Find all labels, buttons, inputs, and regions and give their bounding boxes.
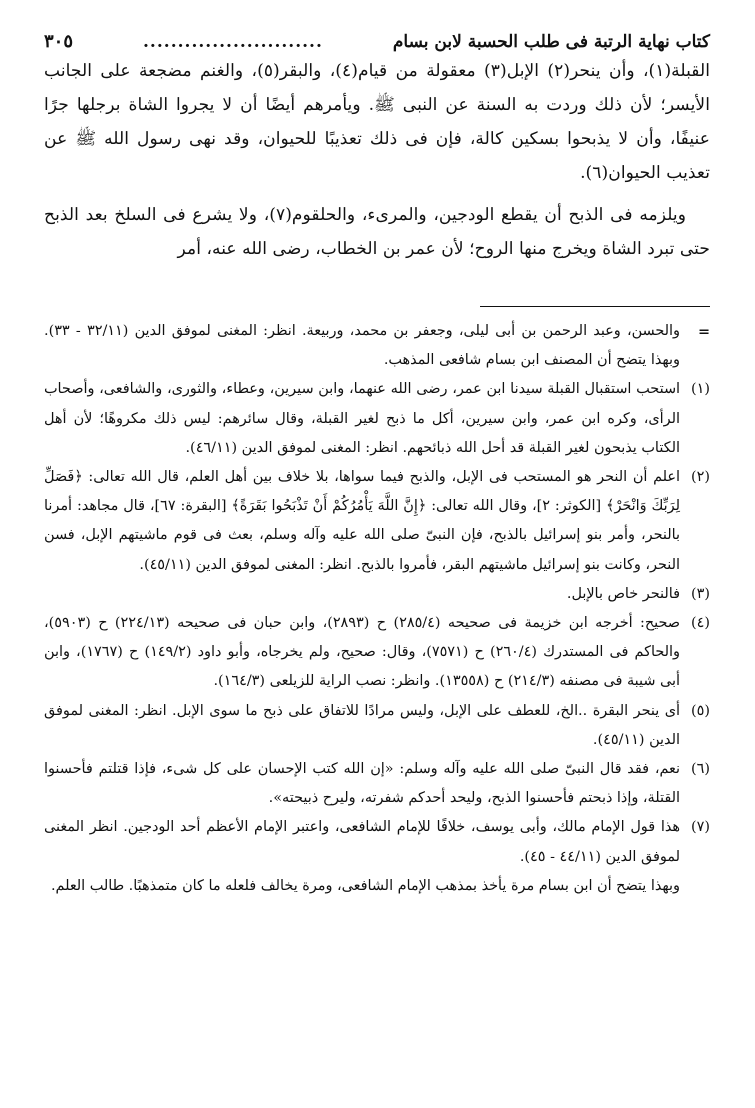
footnote-text: اعلم أن النحر هو المستحب فى الإبل، والذبح فيما سواها، بلا خلاف بين أهل العلم، قال الله تعالى: ﴿فَصَلِّ لِرَبِّكَ وَانْحَرْ﴾ [الكوثر: ٢]، وقال الله تعالى: ﴿إِنَّ اللَّهَ يَأْمُرُكُمْ أَنْ تَذْبَحُوا بَقَرَةً﴾ [البقرة: ٦٧]، قال مجاهد: أمرنا بالنحر، وأمر بنو إسرائيل بالذبح، فإن النبىّ صلى الله عليه وآله وسلم، بعث فى قوم ماشيتهم الإبل، فسن النحر، وكانت بنو إسرائيل ماشيتهم البقر، فأمروا بالذبح. انظر: المغنى لموفق الدين (٤٥/١١).	[44, 469, 680, 573]
footnote-mark: (١)	[691, 381, 710, 398]
header-dots: ..........................	[143, 32, 323, 52]
footnote-6	[44, 755, 710, 813]
running-header	[44, 30, 710, 54]
footnote-1	[44, 375, 710, 463]
footnote-4	[44, 609, 710, 697]
footnote-5	[44, 697, 710, 755]
footnote-3	[44, 580, 710, 609]
footnote-mark: (٤)	[691, 615, 710, 632]
footnote-2	[44, 463, 710, 580]
footnote-separator	[480, 306, 710, 307]
footnote-mark: (٦)	[691, 761, 710, 778]
footnote-text: وبهذا يتضح أن ابن بسام مرة يأخذ بمذهب الإمام الشافعى، ومرة يخالف فلعله ما كان متمذهبًا. طالب العلم.	[50, 877, 680, 894]
footnote-text: والحسن، وعبد الرحمن بن أبى ليلى، وجعفر بن محمد، وربيعة. انظر: المغنى لموفق الدين (٣٢/١١ - ٣٣). وبهذا يتضح أن المصنف ابن بسام شافعى المذهب.	[44, 323, 680, 369]
footnote-mark: (٧)	[691, 819, 710, 836]
footnote-text: نعم، فقد قال النبىّ صلى الله عليه وآله وسلم: «إن الله كتب الإحسان على كل شىء، فإذا قتلتم فأحسنوا القتلة، وإذا ذبحتم فأحسنوا الذبح، وليحد أحدكم شفرته، وليرح ذبيحته».	[44, 761, 680, 807]
page-number: ٣٠٥	[44, 31, 74, 52]
footnote-text: صحيح: أخرجه ابن خزيمة فى صحيحه (٢٨٥/٤) ح (٢٨٩٣)، وابن حبان فى صحيحه (٢٢٤/١٣) ح (٥٩٠٣)، والحاكم فى المستدرك (٢٦٠/٤) ح (٧٥٧١)، وقال: صحيح، ولم يخرجاه، وأبو داود (١٤٩/٢) ح (١٧٦٧)، وابن أبى شيبة فى مصنفه (٢١٤/٣) ح (١٣٥٥٨). وانظر: نصب الراية للزيلعى (١٦٤/٣).	[44, 615, 680, 690]
footnotes	[44, 317, 710, 901]
footnote-mark: (٢)	[691, 469, 710, 486]
body-paragraph-2: ويلزمه فى الذبح أن يقطع الودجين، والمرىء، والحلقوم(٧)، ولا يشرع فى السلخ بعد الذبح حتى تبرد الشاة ويخرج منها الروح؛ لأن عمر بن الخطاب، رضى الله عنه، أمر	[44, 205, 710, 259]
footnote-mark: (٣)	[691, 585, 710, 602]
footnote-text: أى ينحر البقرة ..الخ، للعطف على الإبل، وليس مرادًا للاتفاق على ذبح ما سوى الإبل. انظر: المغنى لموفق الدين (٤٥/١١).	[44, 702, 680, 748]
footnote-trailer	[44, 872, 710, 901]
body-paragraph-1: القبلة(١)، وأن ينحر(٢) الإبل(٣) معقولة من قيام(٤)، والبقر(٥)، والغنم مضجعة على الجانب الأيسر؛ لأن ذلك وردت به السنة عن النبى ﷺ. ويأمرهم أيضًا أن لا يجروا الشاة برجلها جرًا عنيفًا، وأن لا يذبحوا بسكين كالة، فإن فى ذلك تعذيبًا للحيوان، وقد نهى رسول الله ﷺ عن تعذيب الحيوان(٦).	[44, 61, 710, 183]
footnote-text: فالنحر خاص بالإبل.	[566, 585, 680, 602]
footnote-text: استحب استقبال القبلة سيدنا ابن عمر، رضى الله عنهما، وابن سيرين، وعطاء، والثورى، والشافعى، وأصحاب الرأى، وكره ابن عمر، وابن سيرين، أكل ما ذبح لغير القبلة، وقال سائرهم: ليس ذلك مكروهًا؛ لأن أهل الكتاب يذبحون لغير القبلة قد أحل الله ذبائحهم. انظر: المغنى لموفق الدين (٤٦/١١).	[44, 381, 680, 456]
footnote-mark: (٥)	[691, 702, 710, 719]
footnote-mark: =	[697, 323, 710, 340]
footnote-text: هذا قول الإمام مالك، وأبى يوسف، خلافًا للإمام الشافعى، واعتبر الإمام الأعظم أحد الودجين. انظر المغنى لموفق الدين (٤٤/١١ - ٤٥).	[44, 819, 680, 865]
footnote-continuation	[44, 317, 710, 375]
header-title: كتاب نهاية الرتبة فى طلب الحسبة لابن بسام	[392, 32, 710, 52]
footnote-7	[44, 813, 710, 871]
